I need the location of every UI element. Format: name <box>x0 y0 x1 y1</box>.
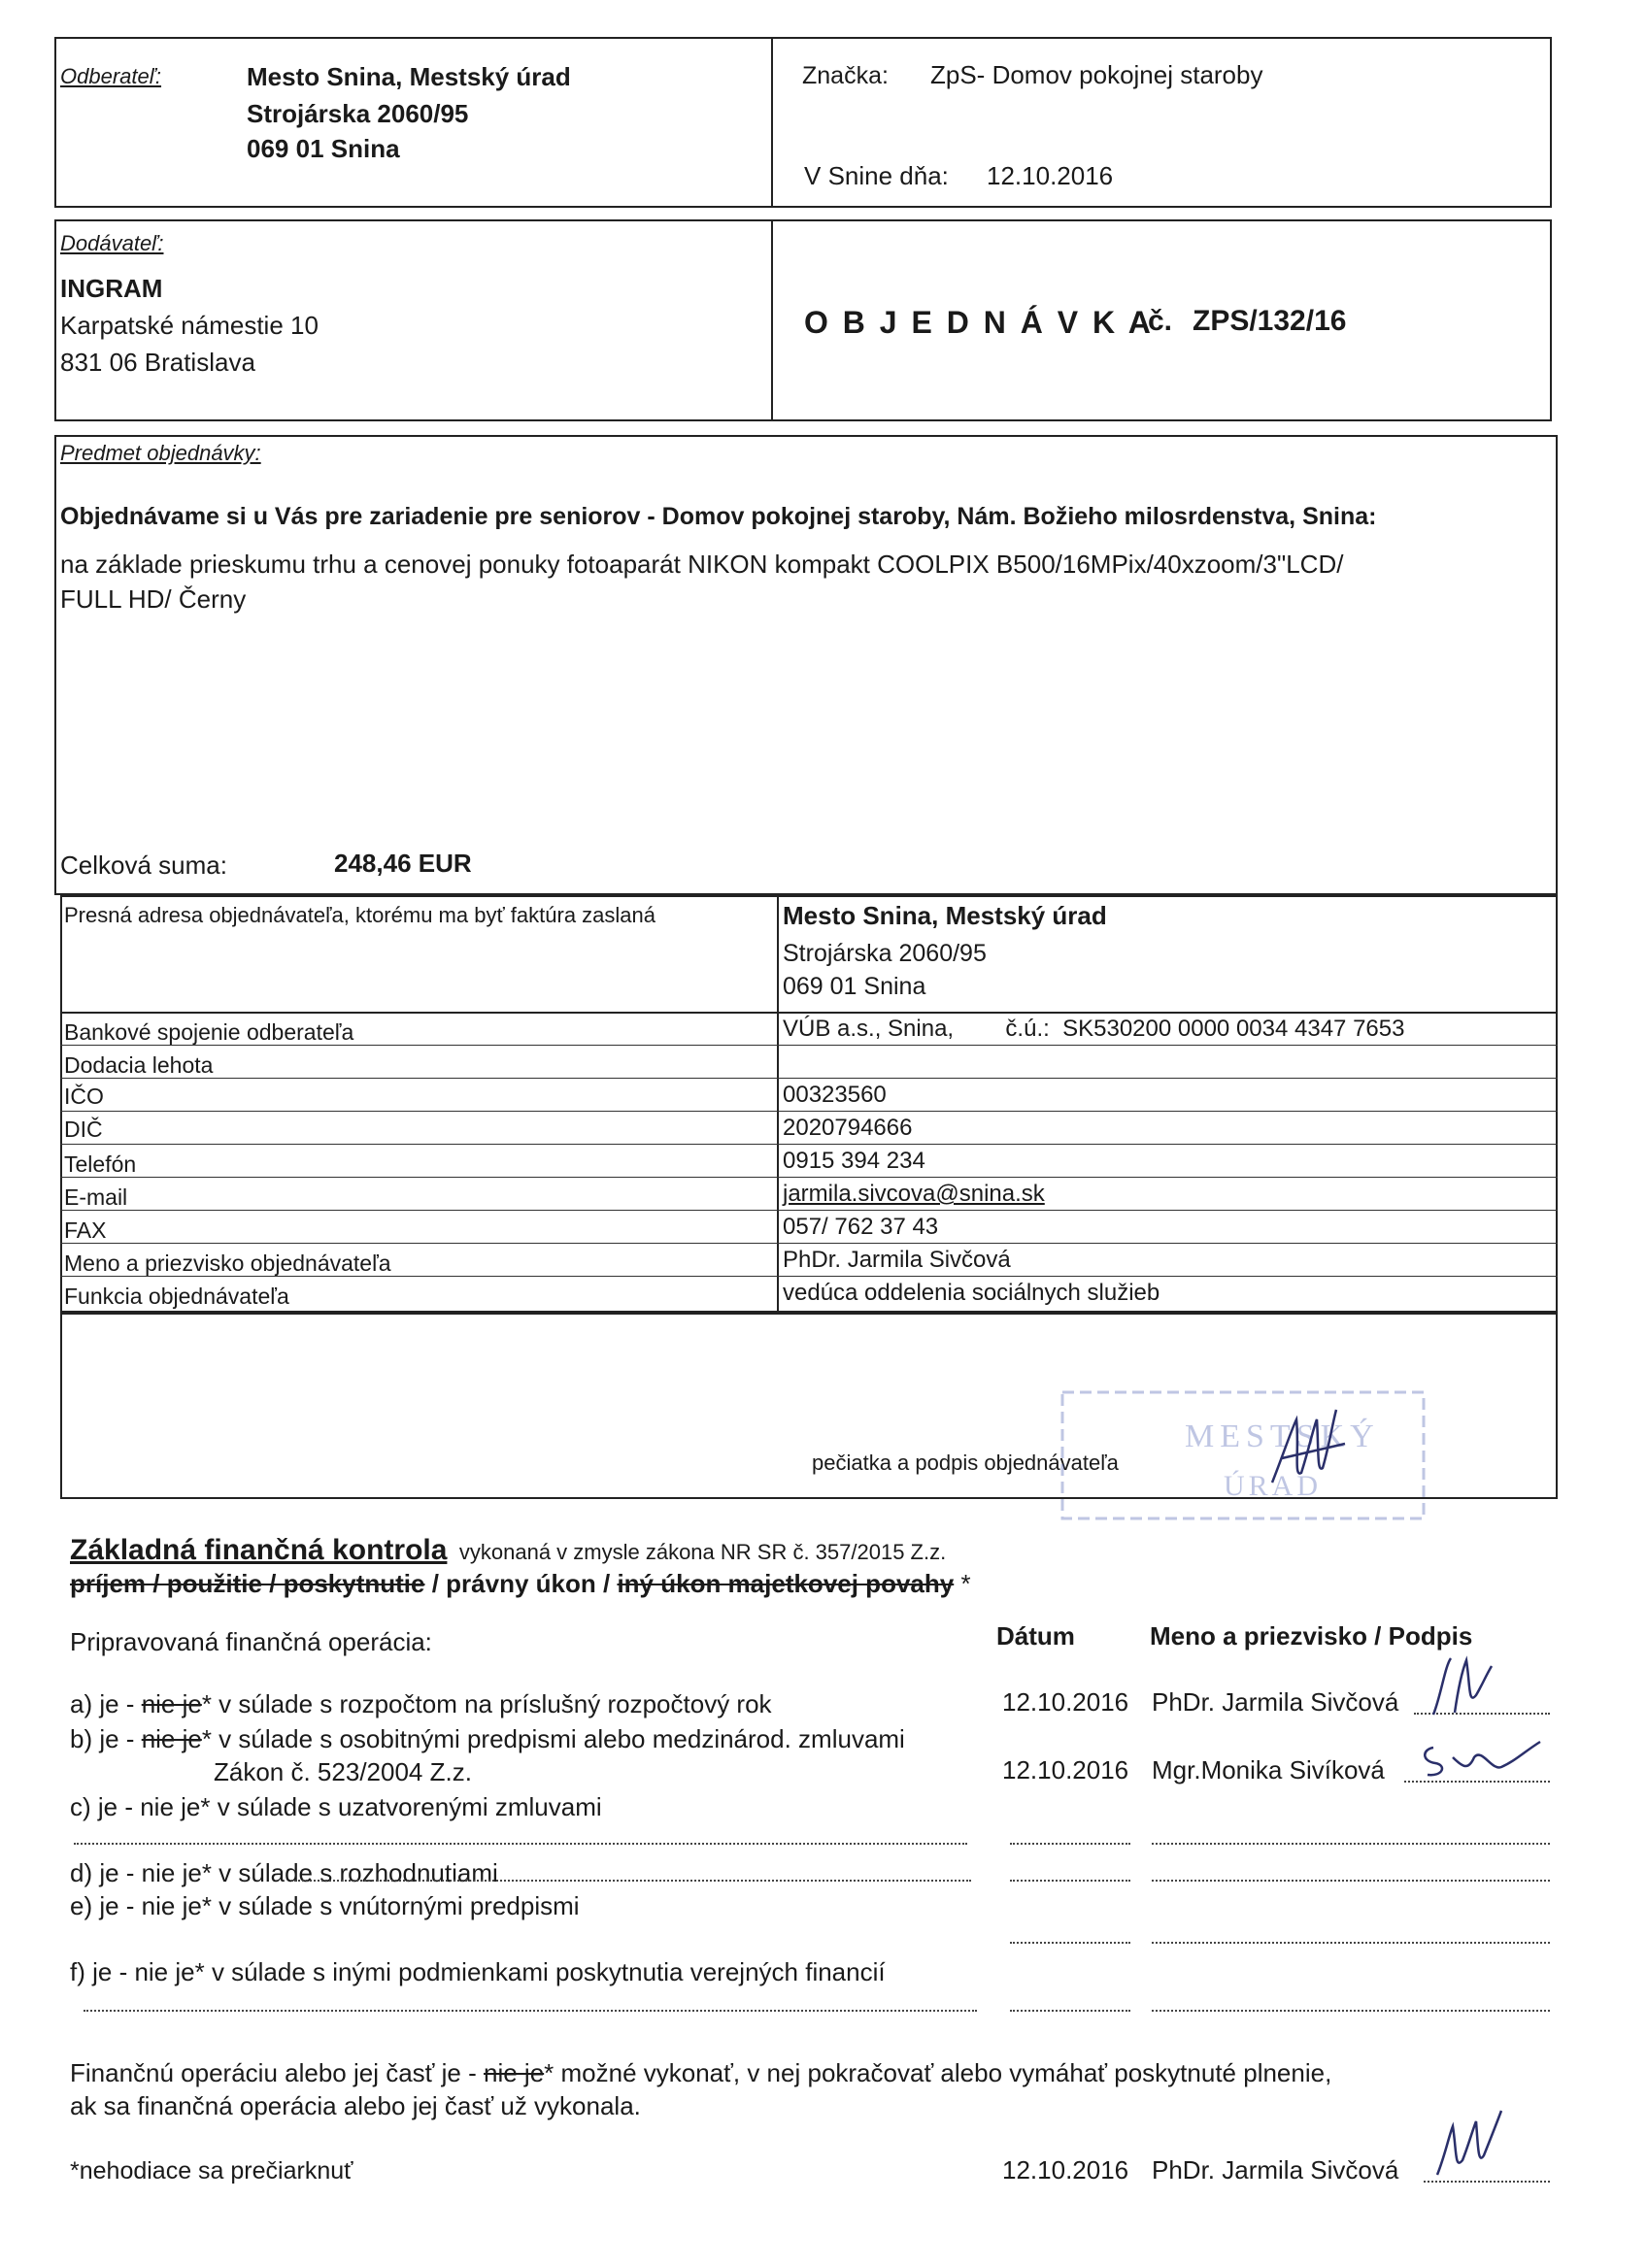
item-f-date-line <box>1010 2010 1130 2012</box>
odberatel-label: Odberateľ: <box>60 64 162 88</box>
item-e: e) je - nie je* v súlade s vnútornými predpismi <box>70 1891 580 1920</box>
row-value-dic: 2020794666 <box>783 1115 913 1141</box>
item-e-date-line <box>1010 1942 1130 1944</box>
order-title: O B J E D N Á V K A <box>804 305 1154 340</box>
item-b-law: Zákon č. 523/2004 Z.z. <box>214 1757 472 1786</box>
order-number-prefix: č. <box>1148 305 1173 337</box>
predmet-text-1: na základe prieskumu trhu a cenovej ponuky fotoaparát NIKON kompakt COOLPIX B500/16MPix/40xzoom/3"LCD/ <box>60 550 1344 579</box>
control-title-suffix: vykonaná v zmysle zákona NR SR č. 357/2015 Z.z. <box>458 1540 947 1564</box>
row-value-function: vedúca oddelenia sociálnych služieb <box>783 1280 1160 1306</box>
item-d: d) je - nie je* v súlade s rozhodnutiami <box>70 1858 498 1887</box>
final-statement-1a: Finančnú operáciu alebo jej časť je - <box>70 2058 484 2087</box>
item-a-prefix: a) je - <box>70 1689 142 1718</box>
footnote: *nehodiace sa prečiarknuť <box>70 2157 353 2185</box>
stamp-graphic <box>1059 1388 1428 1524</box>
item-a-name: PhDr. Jarmila Sivčová <box>1152 1687 1399 1717</box>
predmet-text-2: FULL HD/ Černy <box>60 584 247 614</box>
item-d-name-line <box>1152 1880 1550 1882</box>
item-a-struck: nie je <box>141 1689 202 1718</box>
row-label-email: E-mail <box>64 1184 128 1210</box>
item-a-text: * v súlade s rozpočtom na príslušný rozpočtový rok <box>201 1689 772 1718</box>
control-type-kept: / právny úkon / <box>424 1569 618 1598</box>
control-title-row <box>70 1534 946 1567</box>
znacka-value: ZpS- Domov pokojnej staroby <box>930 60 1263 89</box>
item-c: c) je - nie je* v súlade s uzatvorenými zmluvami <box>70 1792 602 1821</box>
odberatel-name: Mesto Snina, Mestský úrad <box>247 62 571 91</box>
row-value-ico: 00323560 <box>783 1082 887 1108</box>
final-statement-struck: nie je <box>484 2058 545 2087</box>
control-type-end: * <box>954 1569 971 1598</box>
item-b-text: * v súlade s osobitnými predpismi alebo medzinárod. zmluvami <box>201 1724 905 1753</box>
date-value: 12.10.2016 <box>987 161 1114 190</box>
stamp-label: pečiatka a podpis objednávateľa <box>812 1451 1119 1475</box>
invoice-address-street: Strojárska 2060/95 <box>783 940 987 967</box>
control-type-struck-1: príjem / použitie / poskytnutie <box>70 1569 425 1598</box>
total-sum-label: Celková suma: <box>60 850 227 880</box>
dodavatel-name: INGRAM <box>60 274 163 303</box>
supplier-divider <box>771 219 773 421</box>
final-statement-2: ak sa finančná operácia alebo jej časť už vykonala. <box>70 2091 641 2120</box>
table-rule <box>60 1012 1558 1014</box>
column-name-header: Meno a priezvisko / Podpis <box>1150 1621 1473 1651</box>
final-name: PhDr. Jarmila Sivčová <box>1152 2155 1399 2185</box>
item-f-line <box>84 2010 977 2012</box>
order-number: ZPS/132/16 <box>1193 305 1347 337</box>
dodavatel-city: 831 06 Bratislava <box>60 348 255 377</box>
column-date-header: Dátum <box>996 1621 1075 1651</box>
date-label: V Snine dňa: <box>804 161 949 190</box>
final-signature <box>1428 2097 1515 2185</box>
predmet-heading: Objednávame si u Vás pre zariadenie pre seniorov - Domov pokojnej staroby, Nám. Božieho milosrdenstva, Snina: <box>60 503 1377 530</box>
dodavatel-street: Karpatské námestie 10 <box>60 311 319 340</box>
row-label-phone: Telefón <box>64 1151 137 1177</box>
final-statement-1b: * možné vykonať, v nej pokračovať alebo vymáhať poskytnuté plnenie, <box>544 2058 1332 2087</box>
item-e-name-line <box>1152 1942 1550 1944</box>
invoice-address-label: Presná adresa objednávateľa, ktorému ma byť faktúra zaslaná <box>64 903 656 927</box>
table-rule <box>60 1144 1558 1145</box>
final-date: 12.10.2016 <box>1002 2155 1129 2185</box>
stamp-signature <box>1253 1390 1360 1497</box>
item-c-name-line <box>1152 1843 1550 1845</box>
invoice-address-city: 069 01 Snina <box>783 973 926 1000</box>
row-label-function: Funkcia objednávateľa <box>64 1284 289 1309</box>
details-divider <box>777 895 779 1313</box>
item-f: f) je - nie je* v súlade s inými podmienkami poskytnutia verejných financií <box>70 1957 886 1986</box>
row-label-fax: FAX <box>64 1217 107 1243</box>
odberatel-street: Strojárska 2060/95 <box>247 99 469 128</box>
stamp-image <box>1059 1388 1428 1524</box>
table-rule <box>60 1078 1558 1079</box>
item-d-line <box>291 1880 971 1882</box>
row-label-dic: DIČ <box>64 1117 103 1142</box>
control-type-row <box>70 1569 971 1599</box>
item-c-line <box>74 1843 967 1845</box>
table-rule <box>60 1243 1558 1244</box>
row-value-name: PhDr. Jarmila Sivčová <box>783 1247 1011 1273</box>
item-b-name: Mgr.Monika Sivíková <box>1152 1755 1385 1784</box>
operation-label: Pripravovaná finančná operácia: <box>70 1627 432 1656</box>
svg-text:ÚRAD: ÚRAD <box>1224 1470 1323 1502</box>
item-a-date: 12.10.2016 <box>1002 1687 1129 1717</box>
invoice-address-name: Mesto Snina, Mestský úrad <box>783 901 1107 930</box>
table-rule <box>60 1210 1558 1211</box>
row-value-fax: 057/ 762 37 43 <box>783 1214 939 1240</box>
row-value-email[interactable]: jarmila.sivcova@snina.sk <box>783 1181 1045 1207</box>
item-f-name-line <box>1152 2010 1550 2012</box>
item-a <box>70 1689 772 1719</box>
table-rule <box>60 1111 1558 1112</box>
row-label-delivery: Dodacia lehota <box>64 1052 214 1078</box>
item-b <box>70 1724 905 1754</box>
item-a-signature <box>1424 1647 1511 1724</box>
item-b-prefix: b) je - <box>70 1724 142 1753</box>
item-b-struck: nie je <box>141 1724 202 1753</box>
odberatel-city: 069 01 Snina <box>247 134 400 163</box>
table-rule <box>60 1177 1558 1178</box>
total-sum-value: 248,46 EUR <box>334 849 472 878</box>
final-statement-1 <box>70 2058 1331 2088</box>
row-value-phone: 0915 394 234 <box>783 1148 925 1174</box>
row-label-ico: IČO <box>64 1084 104 1109</box>
header-divider <box>771 37 773 208</box>
control-type-struck-2: iný úkon majetkovej povahy <box>617 1569 955 1598</box>
row-label-bank: Bankové spojenie odberateľa <box>64 1019 354 1045</box>
item-c-date-line <box>1010 1843 1130 1845</box>
svg-text:MESTSKÝ: MESTSKÝ <box>1185 1418 1380 1454</box>
row-value-bank: VÚB a.s., Snina, č.ú.: SK530200 0000 0034 4347 7653 <box>783 1016 1405 1042</box>
item-b-signature <box>1414 1728 1550 1786</box>
dodavatel-label: Dodávateľ: <box>60 231 164 255</box>
item-d-date-line <box>1010 1880 1130 1882</box>
predmet-label: Predmet objednávky: <box>60 441 261 465</box>
item-b-date: 12.10.2016 <box>1002 1755 1129 1784</box>
znacka-label: Značka: <box>802 62 889 89</box>
row-label-name: Meno a priezvisko objednávateľa <box>64 1251 391 1276</box>
control-title: Základná finančná kontrola <box>70 1534 448 1566</box>
